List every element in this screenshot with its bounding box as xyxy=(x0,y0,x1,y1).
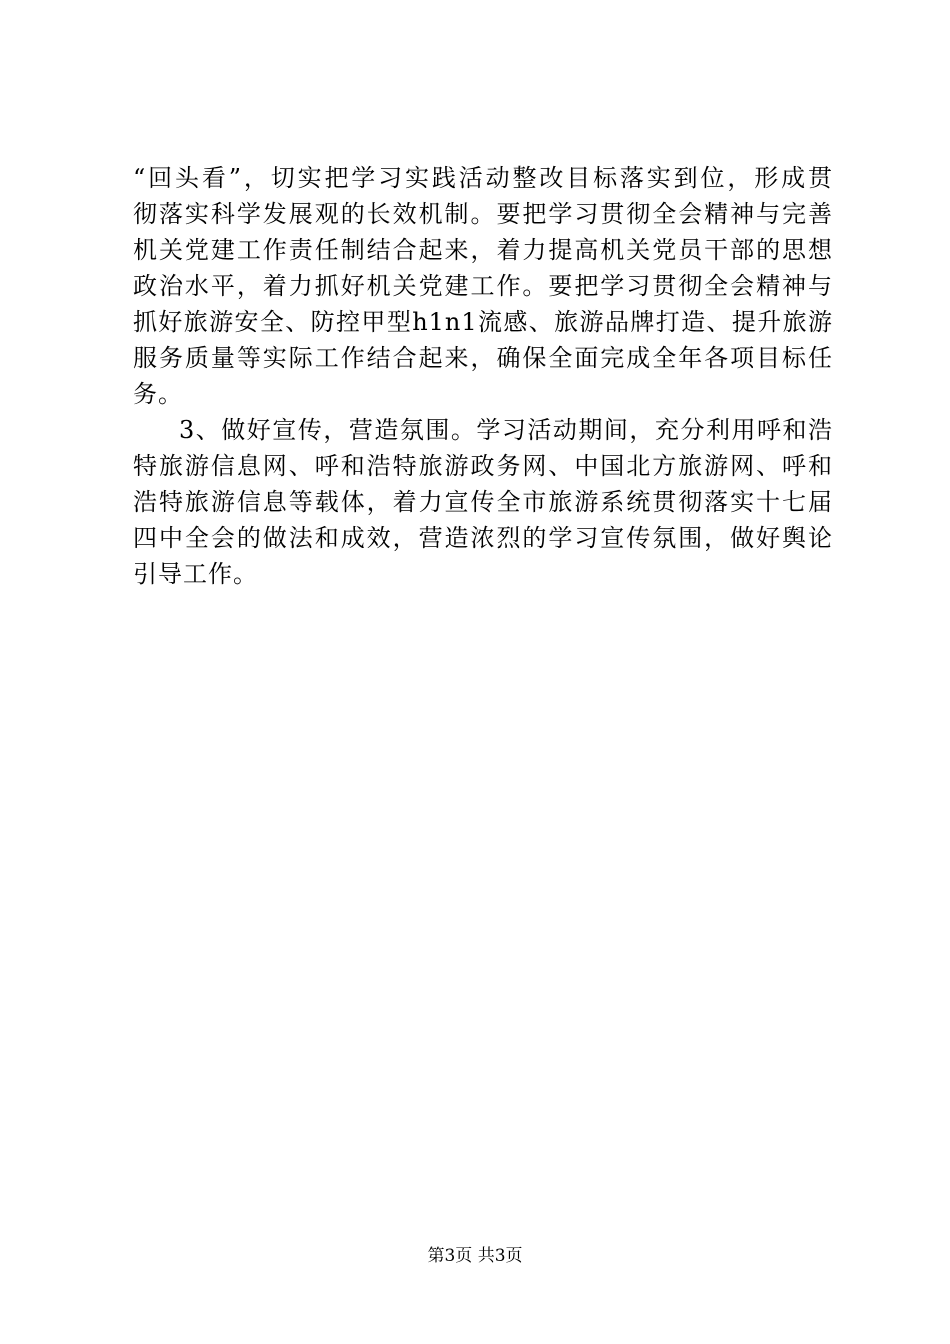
document-body xyxy=(133,160,833,592)
paragraph-line: “回头看”，切实把学习实践活动整改目标落实到位，形成贯 xyxy=(133,164,833,192)
paragraph-line: 特旅游信息网、呼和浩特旅游政务网、中国北方旅游网、呼和 xyxy=(133,452,833,480)
paragraph-line: 四中全会的做法和成效，营造浓烈的学习宣传氛围，做好舆论 xyxy=(133,524,833,552)
page-number-footer: 第3页 共3页 xyxy=(427,1246,523,1266)
paragraph-line: 服务质量等实际工作结合起来，确保全面完成全年各项目标任 xyxy=(133,344,833,372)
paragraph-line: 彻落实科学发展观的长效机制。要把学习贯彻全会精神与完善 xyxy=(133,200,833,228)
paragraph-2 xyxy=(133,412,833,592)
paragraph-line: 政治水平，着力抓好机关党建工作。要把学习贯彻全会精神与 xyxy=(133,272,833,300)
paragraph-line: 引导工作。 xyxy=(133,560,258,588)
paragraph-line: 3、做好宣传，营造氛围。学习活动期间，充分利用呼和浩 xyxy=(179,416,833,444)
paragraph-line: 务。 xyxy=(133,380,183,408)
paragraph-1 xyxy=(133,160,833,412)
paragraph-line: 抓好旅游安全、防控甲型h1n1流感、旅游品牌打造、提升旅游 xyxy=(133,308,833,336)
paragraph-line: 浩特旅游信息等载体，着力宣传全市旅游系统贯彻落实十七届 xyxy=(133,488,833,516)
paragraph-line: 机关党建工作责任制结合起来，着力提高机关党员干部的思想 xyxy=(133,236,833,264)
